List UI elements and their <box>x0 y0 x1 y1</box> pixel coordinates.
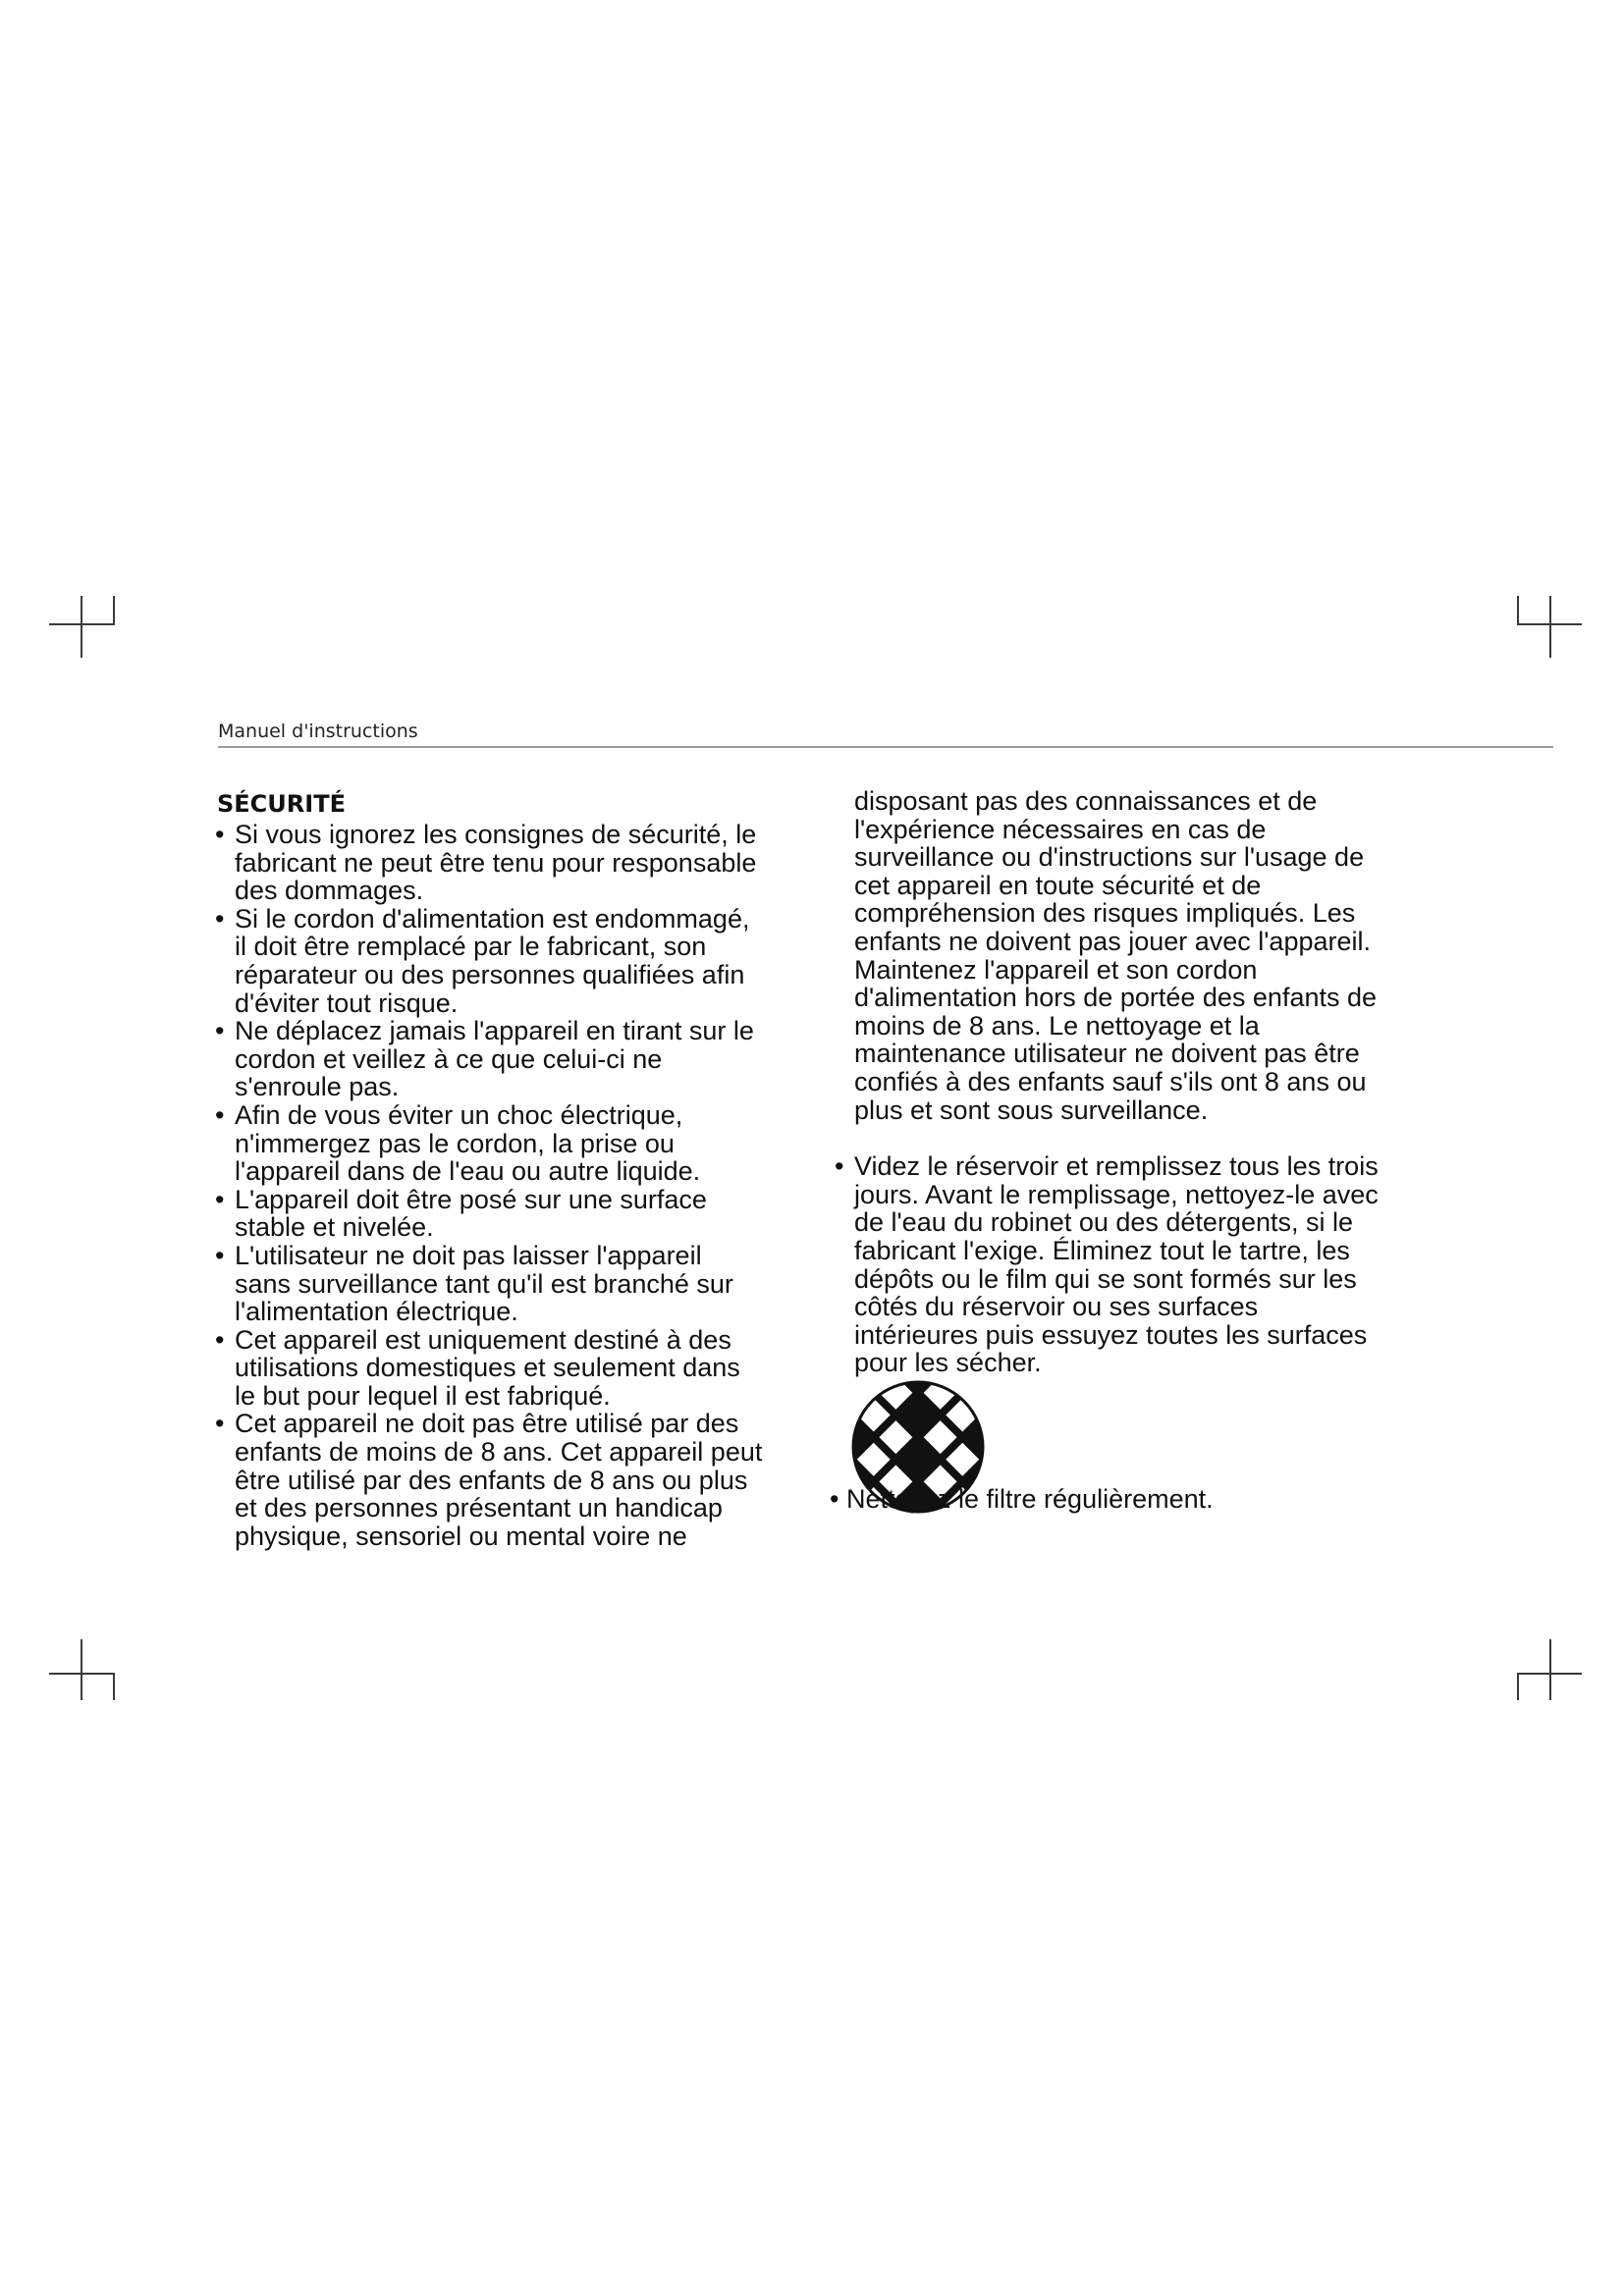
safety-item-line: Si le cordon d'alimentation est endommagé, <box>235 903 750 934</box>
crop-mark-bottom-left-v2 <box>113 1673 115 1700</box>
safety-item <box>215 1101 804 1186</box>
safety-item <box>215 1242 804 1326</box>
safety-item-line: il doit être remplacé par le fabricant, son <box>235 932 707 962</box>
reservoir-line: jours. Avant le remplissage, nettoyez-le avec <box>854 1179 1379 1209</box>
reservoir-line: pour les sécher. <box>854 1348 1042 1378</box>
safety-item-line: cordon et veillez à ce que celui-ci ne <box>235 1043 663 1074</box>
safety-item-line: L'appareil doit être posé sur une surface <box>235 1184 707 1214</box>
continuation-line: confiés à des enfants sauf s'ils ont 8 ans ou <box>854 1066 1367 1096</box>
reservoir-bullet <box>835 1152 1424 1377</box>
safety-item-line: être utilisé par des enfants de 8 ans ou plus <box>235 1465 748 1495</box>
bullet-dot: • <box>215 903 225 934</box>
page-header: Manuel d'instructions <box>218 721 418 742</box>
crop-mark-bottom-right-v <box>1549 1639 1551 1700</box>
safety-item-line: des dommages. <box>235 876 424 906</box>
crop-mark-top-right-v2 <box>1517 596 1519 625</box>
safety-item-line: Cet appareil est uniquement destiné à des <box>235 1324 731 1355</box>
safety-continuation <box>835 787 1424 1124</box>
safety-item-line: le but pour lequel il est fabriqué. <box>235 1380 611 1411</box>
continuation-line: moins de 8 ans. Le nettoyage et la <box>854 1010 1260 1041</box>
safety-item-line: fabricant ne peut être tenu pour responsable <box>235 847 757 878</box>
bullet-dot: • <box>215 1099 225 1130</box>
continuation-line: compréhension des risques impliqués. Les <box>854 898 1356 929</box>
crop-mark-top-left-v2 <box>113 596 115 625</box>
filter-instruction <box>830 1378 1419 1525</box>
safety-item-line: L'utilisateur ne doit pas laisser l'appareil <box>235 1240 702 1270</box>
reservoir-line: côtés du réservoir ou ses surfaces <box>854 1292 1259 1322</box>
crop-mark-top-left-v <box>81 596 82 658</box>
safety-list <box>215 821 804 1550</box>
bullet-dot: • <box>830 1484 839 1514</box>
bullet-dot: • <box>215 1016 225 1046</box>
crop-mark-bottom-right-v2 <box>1517 1673 1519 1700</box>
header-rule <box>218 746 1553 748</box>
left-column <box>215 788 804 1550</box>
safety-item <box>215 1326 804 1411</box>
safety-item <box>215 1186 804 1242</box>
safety-item-line: d'éviter tout risque. <box>235 988 459 1018</box>
safety-item-line: n'immergez pas le cordon, la prise ou <box>235 1128 675 1158</box>
reservoir-text <box>854 1152 1424 1377</box>
bullet-dot: • <box>215 1409 225 1439</box>
safety-item-line: physique, sensoriel ou mental voire ne <box>235 1521 687 1551</box>
bullet-dot: • <box>215 1324 225 1355</box>
reservoir-line: de l'eau du robinet ou des détergents, si le <box>854 1207 1354 1238</box>
safety-item-line: l'alimentation électrique. <box>235 1297 518 1327</box>
safety-item-line: s'enroule pas. <box>235 1072 400 1102</box>
continuation-line: cet appareil en toute sécurité et de <box>854 870 1262 900</box>
reservoir-line: Videz le réservoir et remplissez tous les trois <box>854 1151 1379 1182</box>
reservoir-line: fabricant l'exige. Éliminez tout le tartre, les <box>854 1235 1350 1265</box>
safety-item-line: réparateur ou des personnes qualifiées afin <box>235 959 745 989</box>
safety-item <box>215 905 804 1017</box>
continuation-line: surveillance ou d'instructions sur l'usage de <box>854 842 1365 873</box>
safety-item <box>215 1017 804 1101</box>
safety-item-line: Afin de vous éviter un choc électrique, <box>235 1099 683 1130</box>
safety-item-line: Cet appareil ne doit pas être utilisé par des <box>235 1409 739 1439</box>
continuation-line: maintenance utilisateur ne doivent pas être <box>854 1039 1360 1069</box>
safety-item-line: enfants de moins de 8 ans. Cet appareil peut <box>235 1437 763 1468</box>
safety-item-line: et des personnes présentant un handicap <box>235 1493 723 1523</box>
filter-instruction-text: Nettoyez le filtre régulièrement. <box>845 1484 1214 1514</box>
section-title: SÉCURITÉ <box>217 790 346 818</box>
bullet-dot: • <box>215 820 225 849</box>
filter-text <box>830 1484 1214 1514</box>
safety-item-line: Si vous ignorez les consignes de sécurité, le <box>235 820 757 849</box>
safety-item-line: Ne déplacez jamais l'appareil en tirant sur le <box>235 1016 754 1046</box>
safety-item <box>215 821 804 905</box>
bullet-dot: • <box>215 1184 225 1214</box>
reservoir-line: intérieures puis essuyez toutes les surfaces <box>854 1319 1368 1350</box>
safety-item-line: l'appareil dans de l'eau ou autre liquide. <box>235 1156 701 1187</box>
continuation-line: plus et sont sous surveillance. <box>854 1095 1209 1125</box>
continuation-line: disposant pas des connaissances et de <box>854 786 1318 816</box>
safety-item-line: sans surveillance tant qu'il est branché sur <box>235 1268 733 1299</box>
continuation-line: d'alimentation hors de portée des enfants de <box>854 983 1378 1013</box>
safety-item-line: stable et nivelée. <box>235 1212 434 1243</box>
continuation-line: Maintenez l'appareil et son cordon <box>854 954 1258 985</box>
bullet-dot: • <box>835 1151 844 1182</box>
reservoir-line: dépôts ou le film qui se sont formés sur les <box>854 1263 1357 1294</box>
continuation-line: enfants ne doivent pas jouer avec l'appareil. <box>854 926 1371 956</box>
continuation-line: l'expérience nécessaires en cas de <box>854 814 1267 844</box>
safety-item <box>215 1410 804 1550</box>
bullet-dot: • <box>215 1240 225 1270</box>
safety-item-line: utilisations domestiques et seulement dans <box>235 1353 740 1383</box>
crop-mark-bottom-left-v <box>81 1639 82 1700</box>
right-column <box>835 788 1424 1377</box>
crop-mark-top-right-v <box>1549 596 1551 658</box>
